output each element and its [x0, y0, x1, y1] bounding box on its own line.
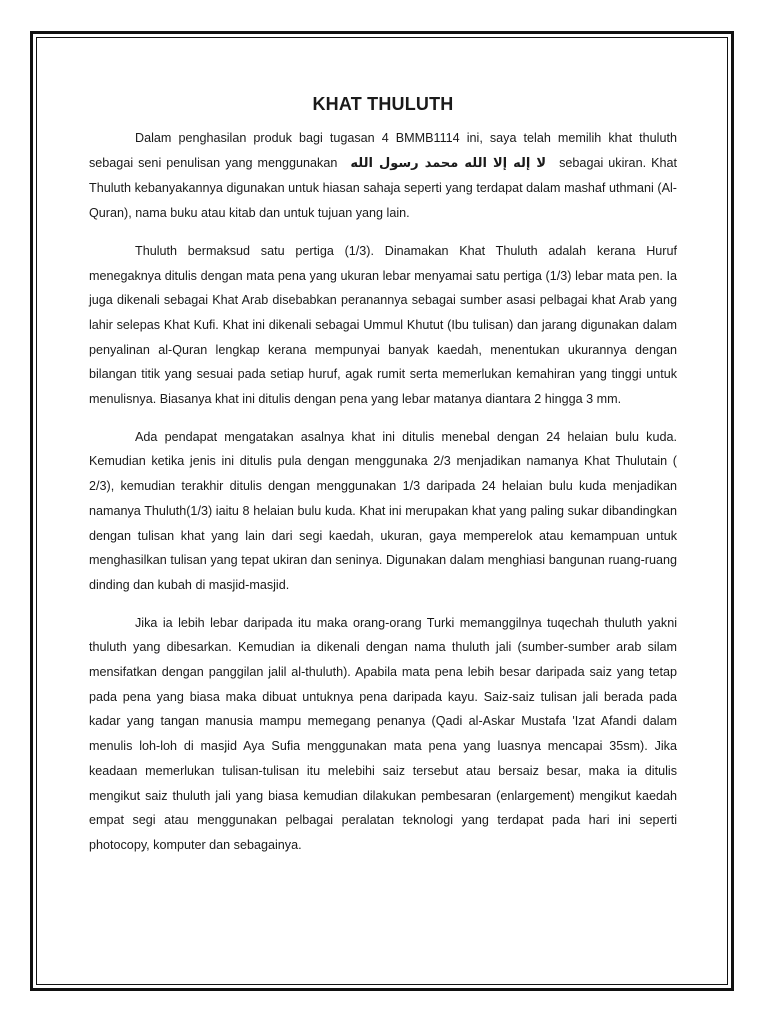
paragraph-thuluth-jali: Jika ia lebih lebar daripada itu maka orang-orang Turki memanggilnya tuqechah thuluth yakni thuluth yang dibesarkan. Kemudian ia dikenali dengan nama thuluth jali (sumber-sumber arab silam mensifatkan dengan panggilan jalil al-thuluth). Apabila mata pena lebih besar daripada saiz yang tetap pada pena yang biasa maka dibuat untuknya pena daripada kayu. Saiz-saiz tulisan jali berada pada kadar yang tangan manusia mampu memegang penanya (Qadi al-Askar Mustafa 'Izat Afandi dalam menulis loh-loh di masjid Aya Sufia menggunakan mata pena yang luasnya mencapai 35sm). Jika keadaan memerlukan tulisan-tulisan itu melebihi saiz tersebut atau bersaiz besar, maka ia ditulis mengikut saiz thuluth jali yang biasa kemudian dilakukan pembesaran (enlargement) mengikut kaedah empat segi atau menggunakan pelbagai peralatan teknologi yang terdapat pada hari ini seperti photocopy, komputer dan sebagainya. [89, 615, 677, 852]
document-body [89, 90, 677, 871]
paragraph-intro-text-before: Dalam penghasilan produk bagi tugasan 4 BMMB1114 ini, saya telah memilih khat thuluth sebagai seni penulisan yang menggunakan [89, 131, 677, 170]
paragraph-origin: Ada pendapat mengatakan asalnya khat ini ditulis menebal dengan 24 helaian bulu kuda. Kemudian ketika jenis ini ditulis pula dengan menggunaka 2/3 menjadikan namanya Khat Thulutain ( 2/3), kemudian terakhir ditulis dengan menggunakan 1/3 daripada 24 helaian bulu kuda menjadikan namanya Thuluth(1/3) iaitu 8 helaian bulu kuda. Khat ini merupakan khat yang paling sukar dibandingkan dengan tulisan khat yang lain dari segi kaedah, ukuran, gaya memperelok atau kemampuan untuk menghasilkan tulisan yang tepat ukiran dan seninya. Digunakan dalam menghiasi bangunan ruang-ruang dinding dan kubah di masjid-masjid. [89, 429, 677, 592]
paragraph-intro [89, 126, 677, 226]
paragraph-intro-text-after: sebagai ukiran. Khat Thuluth kebanyakannya digunakan untuk hiasan sahaja seperti yang terdapat dalam mashaf uthmani (Al-Quran), nama buku atau kitab dan untuk tujuan yang lain. [89, 155, 677, 221]
arabic-shahada-text: لا إله إلا الله محمد رسول الله [350, 155, 547, 171]
document-title: KHAT THULUTH [312, 94, 454, 114]
paragraph-definition: Thuluth bermaksud satu pertiga (1/3). Dinamakan Khat Thuluth adalah kerana Huruf menegaknya ditulis dengan mata pena yang ukuran lebar menyamai satu pertiga (1/3) lebar mata pen. Ia juga dikenali sebagai Khat Arab disebabkan peranannya sebagai sumber asasi pelbagai khat Arab yang lahir selepas Khat Kufi. Khat ini dikenali sebagai Ummul Khutut (Ibu tulisan) dan jarang digunakan dalam penyalinan al-Quran lengkap kerana mempunyai banyak kaedah, menentukan ukurannya dengan bilangan titik yang sesuai pada setiap huruf, agak rumit serta memerlukan kemahiran yang tinggi untuk menulisnya. Biasanya khat ini ditulis dengan pena yang lebar matanya diantara 2 hingga 3 mm. [89, 243, 677, 407]
